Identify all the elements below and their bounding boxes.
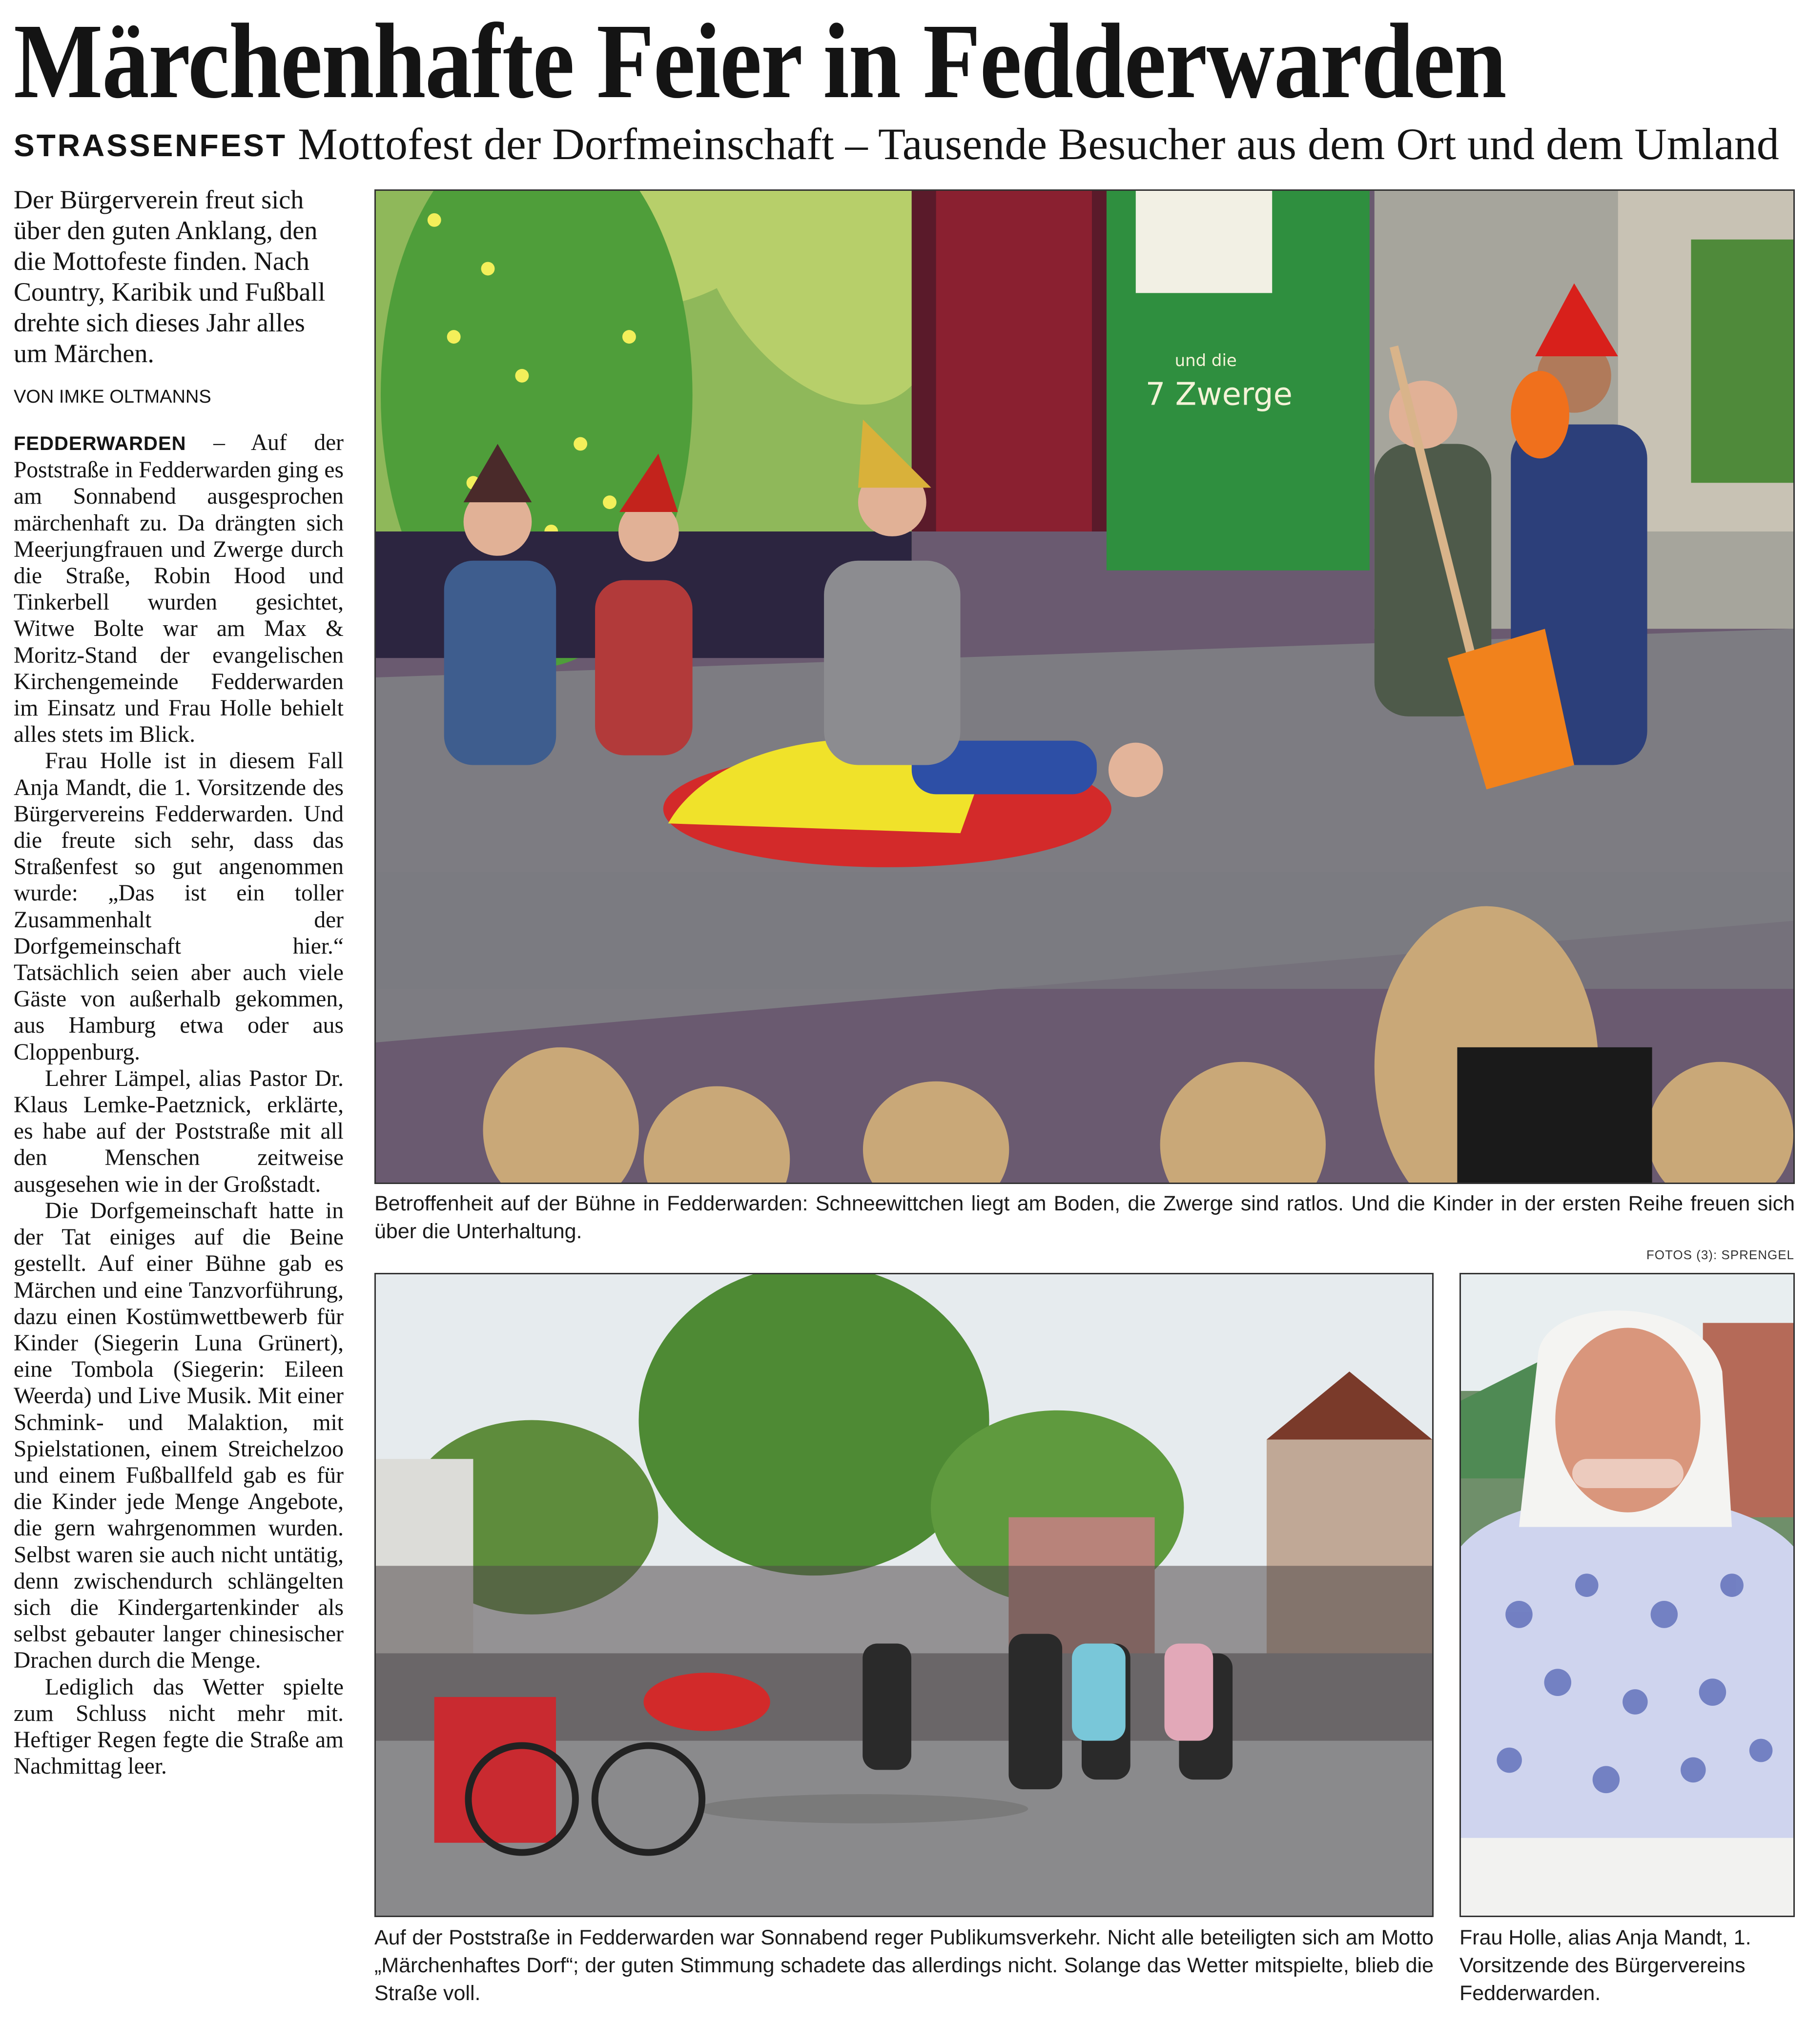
- body-paragraph: Lediglich das Wetter spielte zum Schluss nicht mehr mit. Heftiger Regen fegte die Straße am Nachmittag leer.: [14, 1674, 344, 1779]
- street-photo: [374, 1273, 1434, 1917]
- article-byline: VON IMKE OLTMANNS: [14, 387, 211, 407]
- sign-text-1: und die: [1174, 350, 1237, 370]
- body-paragraph: Die Dorfgemeinschaft hatte in der Tat einiges auf die Beine gestellt. Auf einer Bühne gab es Märchen und eine Tanzvorführung, dazu einen Kostümwettbewerb für Kinder (Siegerin Luna Grünert), eine Tombola (Siegerin: Eileen Weerda) und Live Musik. Mit einer Schmink- und Malaktion, mit Spielstationen, einem Streichelzoo und einem Fußballfeld gab es für die Kinder jede Menge Angebote, die gern wahrgenommen wurden. Selbst waren sie auch nicht untätig, denn zwischendurch schlängelten sich die Kindergartenkinder als selbst gebauter langer chinesischer Drachen durch die Menge.: [14, 1198, 344, 1674]
- article-subheadline: Mottofest der Dorfmeinschaft – Tausende Besucher aus dem Ort und dem Umland: [298, 119, 1779, 169]
- article-teaser: Der Bürgerverein freut sich über den guten Anklang, den die Mottofeste finden. Nach Country, Karibik und Fußball drehte sich dieses Jahr alles um Märchen.: [14, 185, 326, 368]
- street-photo-caption: Auf der Poststraße in Fedderwarden war Sonnabend reger Publikumsverkehr. Nicht alle beteiligten sich am Motto „Märchenhaftes Dorf“; der guten Stimmung schadete das allerdings nicht. Solange das Wetter mitspielte, blieb die Straße voll.: [374, 1926, 1434, 2005]
- article-dateline: FEDDERWARDEN: [14, 433, 186, 454]
- article-text-column: [14, 184, 344, 1779]
- body-paragraph: Lehrer Lämpel, alias Pastor Dr. Klaus Lemke-Paetznick, erklärte, es habe auf der Poststraße mit all den Menschen zeitweise ausgesehen wie in der Großstadt.: [14, 1065, 344, 1197]
- rubric-label: STRASSENFEST: [14, 128, 288, 163]
- portrait-photo-caption: Frau Holle, alias Anja Mandt, 1. Vorsitzende des Bürgervereins Fedderwarden.: [1459, 1926, 1751, 2005]
- portrait-photo: [1459, 1273, 1795, 1917]
- stage-photo-caption: Betroffenheit auf der Bühne in Fedderwarden: Schneewittchen liegt am Boden, die Zwerge sind ratlos. Und die Kinder in der ersten Reihe freuen sich über die Unterhaltung.: [374, 1192, 1795, 1243]
- body-paragraph: Frau Holle ist in diesem Fall Anja Mandt, die 1. Vorsitzende des Bürgervereins Fedderwarden. Und die freute sich sehr, dass das Straßenfest so gut angenommen wurde: „Das ist ein toller Zusammenhalt der Dorfgemeinschaft hier.“ Tatsächlich seien aber auch viele Gäste von außerhalb gekommen, aus Hamburg etwa oder aus Cloppenburg.: [14, 748, 344, 1065]
- article-headline: Märchenhafte Feier in Fedderwarden: [14, 1, 1506, 121]
- body-paragraph: FEDDERWARDEN – Auf der Poststraße in Fedderwarden ging es am Sonnabend ausgesprochen märchenhaft zu. Da drängten sich Meerjungfrauen und Zwerge durch die Straße, Robin Hood und Tinkerbell wurden gesichtet, Witwe Bolte war am Max & Moritz-Stand der evangelischen Kirchengemeinde Fedderwarden im Einsatz und Frau Holle behielt alles stets im Blick.: [14, 430, 344, 748]
- photo-credit: FOTOS (3): SPRENGEL: [1646, 1247, 1794, 1262]
- sign-text-2: 7 Zwerge: [1145, 376, 1293, 413]
- stage-photo: [374, 189, 1795, 1184]
- article-subheadline-line: [14, 117, 1795, 172]
